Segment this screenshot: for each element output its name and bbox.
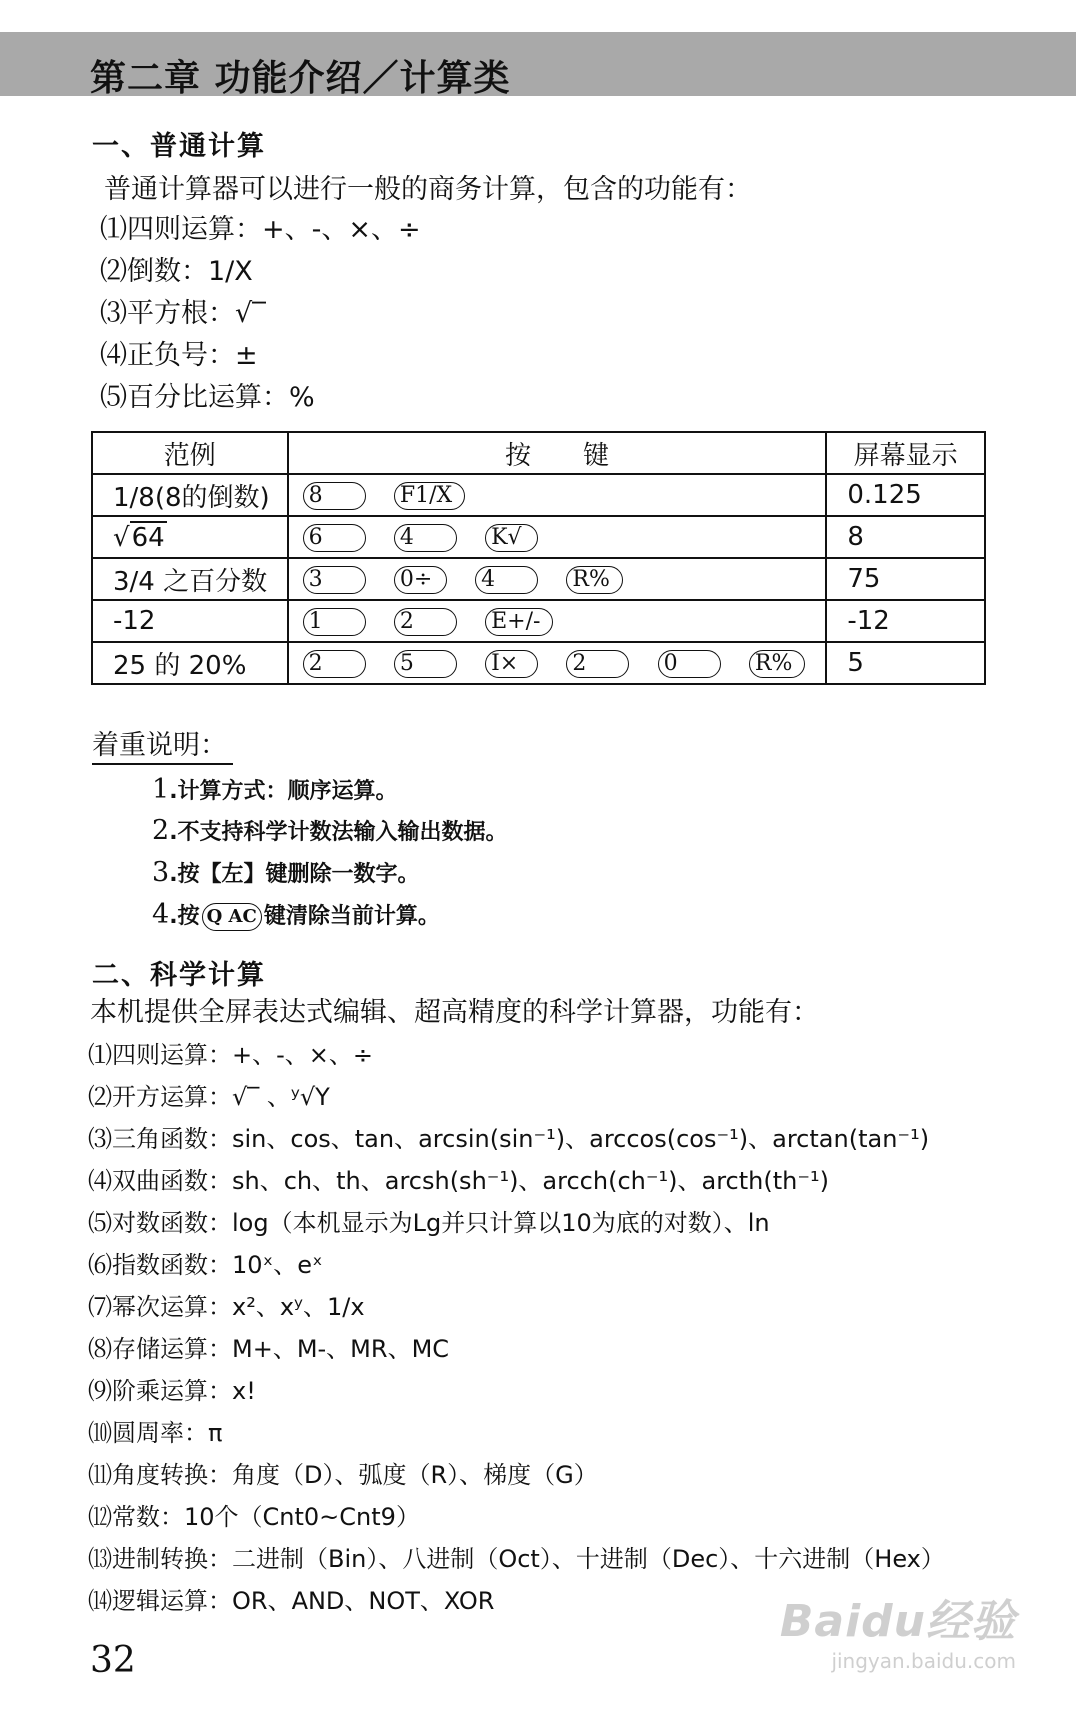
section2-item-6: ⑹指数函数：10ˣ、eˣ <box>88 1251 323 1279</box>
note-item: 2.不支持科学计数法输入输出数据。 <box>152 815 508 846</box>
section2-item-4: ⑷双曲函数：sh、ch、th、arcsh(sh⁻¹)、arcch(ch⁻¹)、arcth(th⁻¹) <box>88 1167 829 1195</box>
chapter-title: 第二章 功能介绍／计算类 <box>90 58 511 99</box>
table-row <box>92 642 985 684</box>
section2-item-9: ⑼阶乘运算：x! <box>88 1377 256 1405</box>
page-number: 32 <box>90 1640 136 1681</box>
table-row <box>92 558 985 600</box>
section1-title: 一、普通计算 <box>92 131 266 162</box>
key-e-plus-minus: E+/- <box>485 608 553 636</box>
key-6: 6 <box>303 524 366 552</box>
row-keys <box>288 558 827 600</box>
key-0-divide: 0÷ <box>394 566 447 594</box>
notes-title: 着重说明： <box>92 729 233 765</box>
section1-item-5: ⑸百分比运算：% <box>100 382 315 413</box>
section2-item-3: ⑶三角函数：sin、cos、tan、arcsin(sin⁻¹)、arccos(cos⁻¹)、arctan(tan⁻¹) <box>88 1125 930 1153</box>
note-item: 4.按 Q AC 键清除当前计算。 <box>152 899 440 930</box>
section2-item-8: ⑻存储运算：M+、M-、MR、MC <box>88 1335 450 1363</box>
note-item: 1.计算方式：顺序运算。 <box>152 774 398 805</box>
key-0: 0 <box>658 650 721 678</box>
section1-item-2: ⑵倒数：1/X <box>100 256 253 287</box>
section2-intro: 本机提供全屏表达式编辑、超高精度的科学计算器，功能有： <box>90 997 819 1028</box>
key-8: 8 <box>303 482 366 510</box>
note-item: 3.按【左】键删除一数字。 <box>152 857 420 888</box>
header-example: 范例 <box>92 432 288 474</box>
watermark-logo: Baidu经验 <box>779 1596 1016 1647</box>
section2-item-11: ⑾角度转换：角度（D）、弧度（R）、梯度（G） <box>88 1461 598 1489</box>
section2-title: 二、科学计算 <box>92 960 266 991</box>
row-display: 0.125 <box>826 474 985 516</box>
section1-item-1: ⑴四则运算：+、-、×、÷ <box>100 214 421 245</box>
row-example: 3/4 之百分数 <box>92 558 288 600</box>
key-3: 3 <box>303 566 366 594</box>
section2-item-5: ⑸对数函数：log（本机显示为Lg并只计算以10为底的对数）、ln <box>88 1209 770 1237</box>
key-2: 2 <box>303 650 366 678</box>
key-q-ac: Q AC <box>202 903 262 931</box>
row-keys <box>288 516 827 558</box>
row-keys <box>288 474 827 516</box>
header-display: 屏幕显示 <box>826 432 985 474</box>
watermark-url: jingyan.baidu.com <box>831 1649 1016 1673</box>
section2-item-13: ⒀进制转换：二进制（Bin）、八进制（Oct）、十进制（Dec）、十六进制（Hex） <box>88 1545 945 1573</box>
calculation-example-table <box>91 431 986 685</box>
row-example: √64 <box>92 516 288 558</box>
section2-item-14: ⒁逻辑运算：OR、AND、NOT、XOR <box>88 1587 495 1615</box>
key-2: 2 <box>566 650 629 678</box>
section1-item-4: ⑷正负号：± <box>100 340 258 371</box>
row-display: 5 <box>826 642 985 684</box>
section1-item-3: ⑶平方根：√‾ <box>100 298 266 329</box>
table-row <box>92 516 985 558</box>
row-example: 1/8(8的倒数) <box>92 474 288 516</box>
row-display: -12 <box>826 600 985 642</box>
baidu-watermark <box>780 1585 1016 1673</box>
key-r-percent: R% <box>566 566 622 594</box>
table-row <box>92 600 985 642</box>
key-4: 4 <box>394 524 457 552</box>
section2-item-12: ⑿常数：10个（Cnt0~Cnt9） <box>88 1503 420 1531</box>
key-4: 4 <box>475 566 538 594</box>
section2-item-7: ⑺幂次运算：x²、xʸ、1/x <box>88 1293 365 1321</box>
section1-intro: 普通计算器可以进行一般的商务计算，包含的功能有： <box>104 174 752 205</box>
key-2: 2 <box>394 608 457 636</box>
row-example: -12 <box>92 600 288 642</box>
row-example: 25 的 20% <box>92 642 288 684</box>
row-display: 75 <box>826 558 985 600</box>
header-keys: 按 键 <box>288 432 827 474</box>
key-1: 1 <box>303 608 366 636</box>
row-display: 8 <box>826 516 985 558</box>
table-row <box>92 474 985 516</box>
key-k-sqrt: K√ <box>485 524 538 552</box>
key-r-percent: R% <box>749 650 805 678</box>
section2-item-10: ⑽圆周率：π <box>88 1419 223 1447</box>
section2-item-2: ⑵开方运算：√‾ 、ʸ√Y <box>88 1083 330 1111</box>
key-i-multiply: I× <box>485 650 538 678</box>
row-keys <box>288 642 827 684</box>
section2-item-1: ⑴四则运算：+、-、×、÷ <box>88 1041 373 1069</box>
row-keys <box>288 600 827 642</box>
table-header-row <box>92 432 985 474</box>
key-5: 5 <box>394 650 457 678</box>
key-f-reciprocal: F1/X <box>394 482 465 510</box>
